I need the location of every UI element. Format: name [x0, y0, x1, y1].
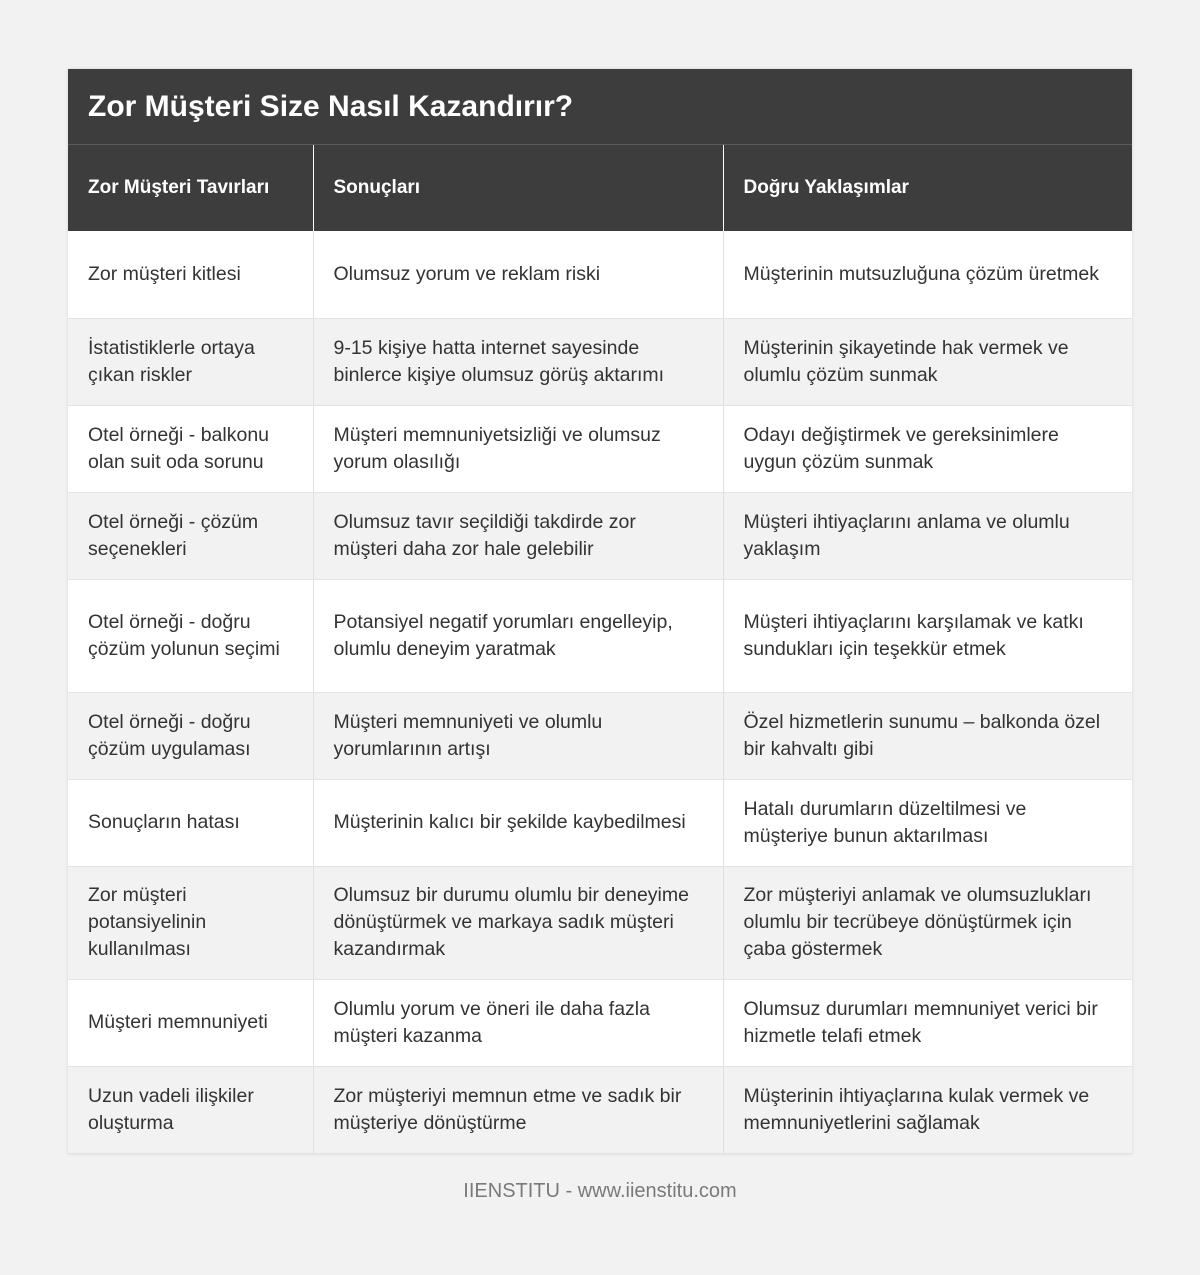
table-row	[68, 405, 1132, 492]
table-row	[68, 979, 1132, 1066]
table-cell: Olumsuz bir durumu olumlu bir deneyime dönüştürmek ve markaya sadık müşteri kazandırmak	[313, 866, 723, 979]
table-cell: Otel örneği - doğru çözüm yolunun seçimi	[68, 579, 313, 692]
table-cell: Müşteri memnuniyeti	[68, 979, 313, 1066]
table-cell: Zor müşteriyi anlamak ve olumsuzlukları olumlu bir tecrübeye dönüştürmek için çaba göstermek	[723, 866, 1132, 979]
table-cell: Müşteri ihtiyaçlarını karşılamak ve katkı sundukları için teşekkür etmek	[723, 579, 1132, 692]
table-row	[68, 1066, 1132, 1153]
table-cell: Otel örneği - balkonu olan suit oda sorunu	[68, 405, 313, 492]
table-cell: Olumsuz durumları memnuniyet verici bir hizmetle telafi etmek	[723, 979, 1132, 1066]
table-row	[68, 579, 1132, 692]
table-row	[68, 866, 1132, 979]
column-header-approaches: Doğru Yaklaşımlar	[723, 145, 1132, 231]
table-row	[68, 492, 1132, 579]
table-row	[68, 231, 1132, 318]
table-cell: Müşterinin mutsuzluğuna çözüm üretmek	[723, 231, 1132, 318]
table-cell: Müşterinin şikayetinde hak vermek ve olumlu çözüm sunmak	[723, 318, 1132, 405]
table-row	[68, 692, 1132, 779]
table-cell: Olumsuz yorum ve reklam riski	[313, 231, 723, 318]
table-cell: Otel örneği - doğru çözüm uygulaması	[68, 692, 313, 779]
table-cell: Otel örneği - çözüm seçenekleri	[68, 492, 313, 579]
table-cell: Odayı değiştirmek ve gereksinimlere uygun çözüm sunmak	[723, 405, 1132, 492]
table-cell: 9-15 kişiye hatta internet sayesinde binlerce kişiye olumsuz görüş aktarımı	[313, 318, 723, 405]
column-header-behaviors: Zor Müşteri Tavırları	[68, 145, 313, 231]
table-cell: Müşterinin kalıcı bir şekilde kaybedilmesi	[313, 779, 723, 866]
table-cell: Sonuçların hatası	[68, 779, 313, 866]
table-cell: Uzun vadeli ilişkiler oluşturma	[68, 1066, 313, 1153]
table-cell: İstatistiklerle ortaya çıkan riskler	[68, 318, 313, 405]
table-cell: Müşteri memnuniyetsizliği ve olumsuz yorum olasılığı	[313, 405, 723, 492]
table-cell: Zor müşteriyi memnun etme ve sadık bir müşteriye dönüştürme	[313, 1066, 723, 1153]
table-cell: Hatalı durumların düzeltilmesi ve müşteriye bunun aktarılması	[723, 779, 1132, 866]
footer-credit: IIENSTITU - www.iienstitu.com	[463, 1180, 737, 1202]
table-row	[68, 779, 1132, 866]
table-cell: Müşterinin ihtiyaçlarına kulak vermek ve memnuniyetlerini sağlamak	[723, 1066, 1132, 1153]
page-title: Zor Müşteri Size Nasıl Kazandırır?	[68, 69, 1132, 145]
table-cell: Olumlu yorum ve öneri ile daha fazla müşteri kazanma	[313, 979, 723, 1066]
table-cell: Özel hizmetlerin sunumu – balkonda özel bir kahvaltı gibi	[723, 692, 1132, 779]
table-cell: Zor müşteri potansiyelinin kullanılması	[68, 866, 313, 979]
table-header-row	[68, 145, 1132, 231]
table-card	[68, 69, 1132, 1154]
table-cell: Zor müşteri kitlesi	[68, 231, 313, 318]
table-cell: Olumsuz tavır seçildiği takdirde zor müşteri daha zor hale gelebilir	[313, 492, 723, 579]
column-header-results: Sonuçları	[313, 145, 723, 231]
table-cell: Potansiyel negatif yorumları engelleyip, olumlu deneyim yaratmak	[313, 579, 723, 692]
table-row	[68, 318, 1132, 405]
table-cell: Müşteri ihtiyaçlarını anlama ve olumlu yaklaşım	[723, 492, 1132, 579]
table-cell: Müşteri memnuniyeti ve olumlu yorumlarının artışı	[313, 692, 723, 779]
comparison-table	[68, 145, 1132, 1154]
